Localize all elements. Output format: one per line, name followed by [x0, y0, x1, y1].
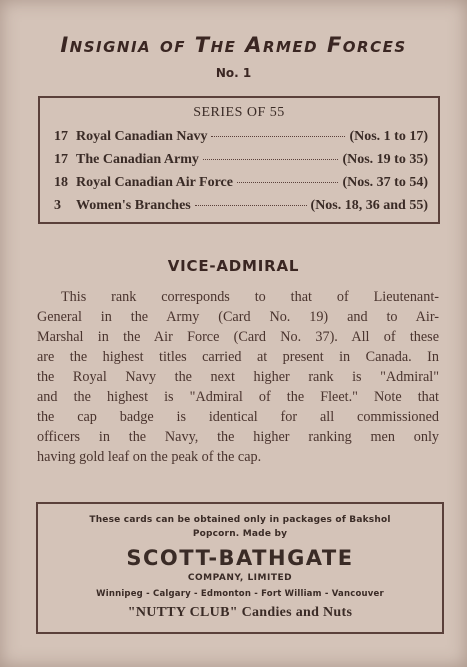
- description-line: the Royal Navy the next higher rank is "Admiral": [37, 369, 439, 385]
- series-row: [54, 198, 428, 218]
- footer-box: [36, 502, 444, 634]
- dotted-leader: [237, 182, 338, 183]
- series-name: The Canadian Army: [76, 152, 199, 167]
- description-line: and the highest is "Admiral of the Fleet." Note that: [37, 389, 439, 405]
- series-count: 18: [54, 175, 68, 190]
- series-row: [54, 152, 428, 172]
- footer-note: These cards can be obtained only in packages of Bakshol: [89, 515, 391, 525]
- description-line: officers in the Navy, the higher ranking men only: [37, 429, 439, 445]
- description-line: Marshal in the Air Force (Card No. 37). All of these: [37, 329, 439, 345]
- cities-line: Winnipeg - Calgary - Edmonton - Fort William - Vancouver: [96, 589, 384, 599]
- series-name: Royal Canadian Air Force: [76, 175, 233, 190]
- series-box: [38, 96, 440, 224]
- description-line: This rank corresponds to that of Lieutenant-: [61, 289, 439, 305]
- rank-heading: VICE-ADMIRAL: [167, 257, 300, 275]
- series-range: (Nos. 1 to 17): [349, 129, 428, 144]
- brand-name: SCOTT-BATHGATE: [126, 546, 354, 570]
- series-range: (Nos. 37 to 54): [342, 175, 428, 190]
- series-name: Women's Branches: [76, 198, 191, 213]
- description-line: having gold leaf on the peak of the cap.: [37, 449, 262, 465]
- series-row: [54, 175, 428, 195]
- series-count: 17: [54, 129, 68, 144]
- description-line: the cap badge is identical for all commissioned: [37, 409, 439, 425]
- dotted-leader: [195, 205, 307, 206]
- card-title: Insignia of The Armed Forces: [60, 33, 407, 57]
- dotted-leader: [211, 136, 345, 137]
- footer-note: Popcorn. Made by: [192, 529, 288, 539]
- products-line: "NUTTY CLUB" Candies and Nuts: [127, 605, 353, 620]
- dotted-leader: [203, 159, 339, 160]
- series-count: 17: [54, 152, 68, 167]
- description-line: General in the Army (Card No. 19) and to Air-: [37, 309, 439, 325]
- series-count: 3: [54, 198, 61, 213]
- description-line: are the highest titles carried at present in Canada. In: [37, 349, 439, 365]
- series-range: (Nos. 18, 36 and 55): [310, 198, 428, 213]
- card-number: No. 1: [215, 66, 252, 80]
- company-line: COMPANY, LIMITED: [187, 573, 293, 583]
- series-row: [54, 129, 428, 149]
- series-range: (Nos. 19 to 35): [342, 152, 428, 167]
- series-heading: SERIES OF 55: [193, 105, 285, 120]
- series-name: Royal Canadian Navy: [76, 129, 208, 144]
